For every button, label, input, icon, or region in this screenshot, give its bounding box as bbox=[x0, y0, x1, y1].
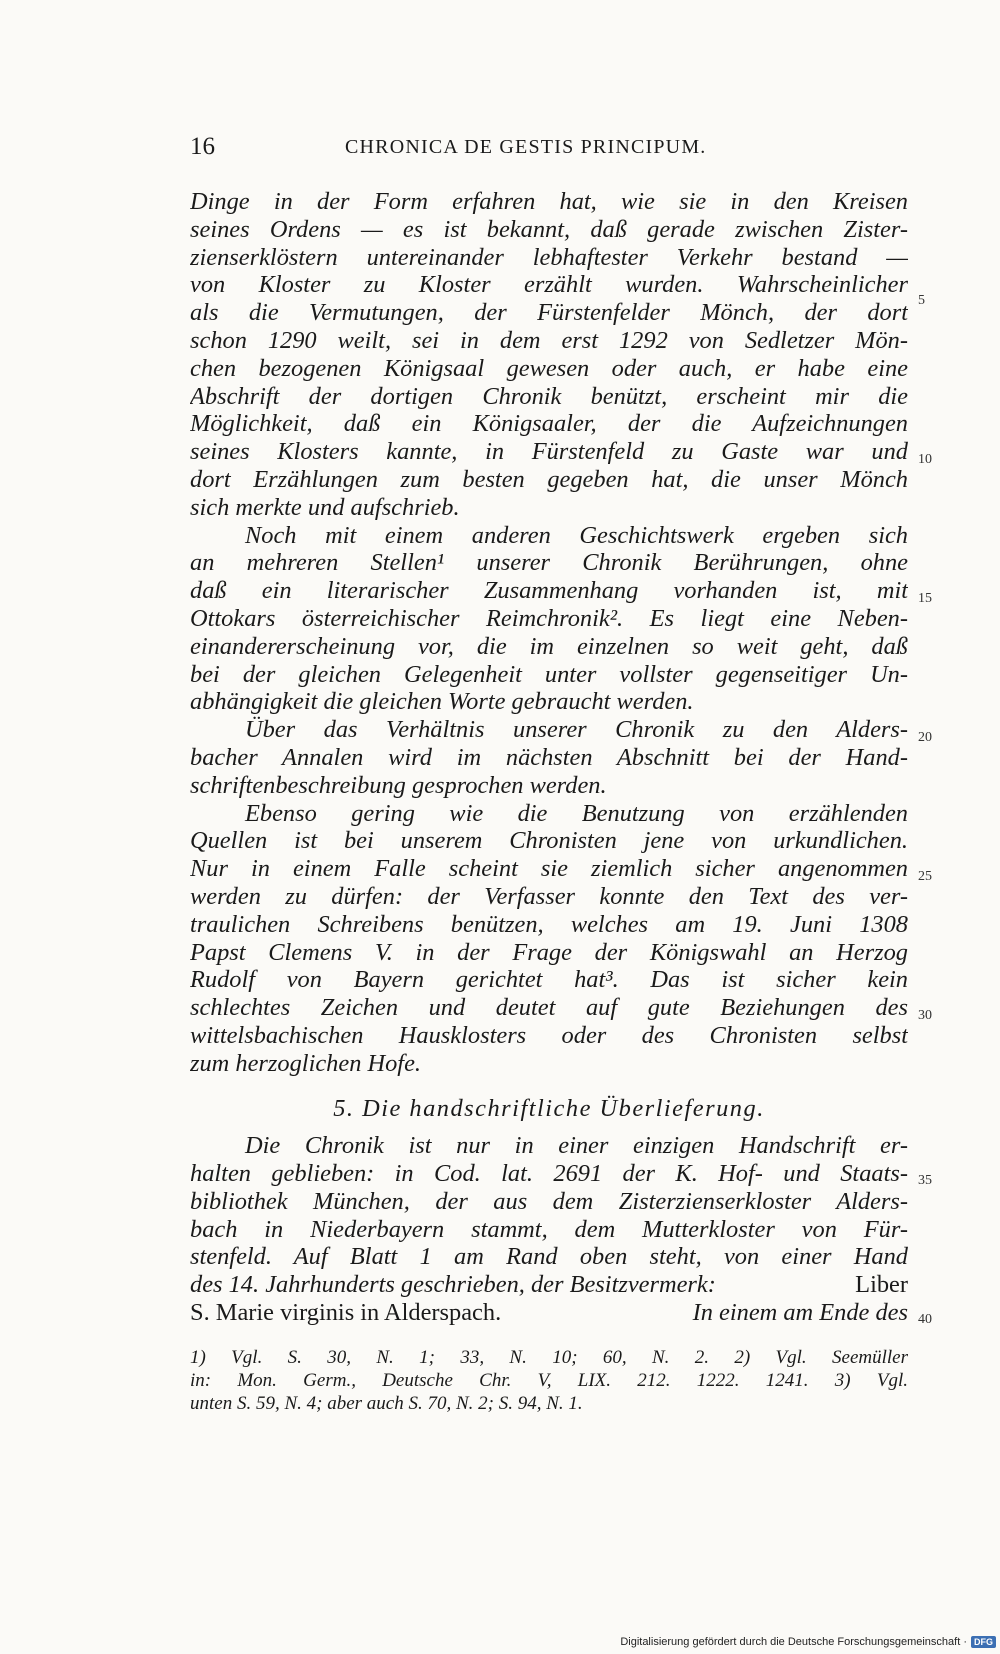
main-text bbox=[190, 188, 908, 1327]
footnote-line: 1) Vgl. S. 30, N. 1; 33, N. 10; 60, N. 2. 2) Vgl. Seemüller bbox=[190, 1347, 908, 1368]
text-line: schlechtes Zeichen und deutet auf gute Beziehungen des bbox=[190, 994, 908, 1022]
text-line: daß ein literarischer Zusammenhang vorhanden ist, mit bbox=[190, 577, 908, 605]
text-line: zum herzoglichen Hofe. bbox=[190, 1049, 421, 1077]
line-number: 15 bbox=[918, 591, 932, 606]
dfg-logo-icon: DFG bbox=[971, 1636, 996, 1648]
text-line: Dinge in der Form erfahren hat, wie sie in den Kreisen bbox=[190, 188, 908, 215]
text-line: von Kloster zu Kloster erzählt wurden. Wahrscheinlicher bbox=[190, 271, 908, 299]
footnote-line: unten S. 59, N. 4; aber auch S. 70, N. 2; S. 94, N. 1. bbox=[190, 1393, 583, 1414]
line-number: 10 bbox=[918, 452, 932, 467]
line-number: 40 bbox=[918, 1312, 932, 1327]
digitization-credit bbox=[620, 1636, 996, 1648]
text-line: bibliothek München, der aus dem Zisterzienserkloster Alders- bbox=[190, 1187, 908, 1215]
text-line: chen bezogenen Königsaal gewesen oder auch, er habe eine bbox=[190, 354, 908, 382]
section-heading: 5. Die handschriftliche Überlieferung. bbox=[333, 1094, 765, 1122]
text-line bbox=[190, 1299, 908, 1327]
text-line: bei der gleichen Gelegenheit unter vollster gegenseitiger Un- bbox=[190, 660, 908, 688]
line-number: 25 bbox=[918, 869, 932, 884]
text-line: wittelsbachischen Hausklosters oder des Chronisten selbst bbox=[190, 1021, 908, 1049]
line-number: 5 bbox=[918, 293, 925, 308]
text-line: Quellen ist bei unserem Chronisten jene von urkundlichen. bbox=[190, 827, 908, 855]
text-line: bach in Niederbayern stammt, dem Mutterkloster von Für- bbox=[190, 1215, 908, 1243]
text-line: Abschrift der dortigen Chronik benützt, erscheint mir die bbox=[190, 382, 908, 410]
text-line: als die Vermutungen, der Fürstenfelder Mönch, der dort bbox=[190, 299, 908, 327]
text-line: zienserklöstern untereinander lebhaftester Verkehr bestand — bbox=[190, 243, 908, 271]
text-line: sich merkte und aufschrieb. bbox=[190, 493, 460, 521]
text-line: schon 1290 weilt, sei in dem erst 1292 von Sedletzer Mön- bbox=[190, 326, 908, 354]
text-line: Ottokars österreichischer Reimchronik². Es liegt eine Neben- bbox=[190, 604, 908, 632]
line-number: 20 bbox=[918, 730, 932, 745]
text-line: Ebenso gering wie die Benutzung von erzählenden bbox=[245, 799, 908, 827]
footnote-line: in: Mon. Germ., Deutsche Chr. V, LIX. 212. 1222. 1241. 3) Vgl. bbox=[190, 1370, 908, 1391]
text-line: Nur in einem Falle scheint sie ziemlich sicher angenommen bbox=[190, 855, 908, 883]
line-number: 30 bbox=[918, 1008, 932, 1023]
text-line: Papst Clemens V. in der Frage der Königswahl an Herzog bbox=[190, 938, 908, 966]
text-segment: Liber bbox=[855, 1271, 908, 1299]
text-line: halten geblieben: in Cod. lat. 2691 der K. Hof- und Staats- bbox=[190, 1160, 908, 1188]
text-segment: des 14. Jahrhunderts geschrieben, der Besitzvermerk: bbox=[190, 1271, 716, 1299]
footnotes bbox=[190, 1346, 908, 1415]
text-line bbox=[190, 1271, 908, 1299]
page-number: 16 bbox=[190, 133, 215, 160]
text-line: seines Klosters kannte, in Fürstenfeld zu Gaste war und bbox=[190, 438, 908, 466]
text-line: Noch mit einem anderen Geschichtswerk ergeben sich bbox=[245, 521, 908, 549]
text-line: Über das Verhältnis unserer Chronik zu den Alders- bbox=[245, 716, 908, 744]
page-header bbox=[190, 133, 908, 173]
text-line: werden zu dürfen: der Verfasser konnte den Text des ver- bbox=[190, 882, 908, 910]
text-line: dort Erzählungen zum besten gegeben hat, die unser Mönch bbox=[190, 465, 908, 493]
running-title: CHRONICA DE GESTIS PRINCIPUM. bbox=[345, 136, 707, 158]
credit-text: Digitalisierung gefördert durch die Deutsche Forschungsgemeinschaft · bbox=[620, 1636, 967, 1648]
text-line: bacher Annalen wird im nächsten Abschnitt bei der Hand- bbox=[190, 743, 908, 771]
line-number: 35 bbox=[918, 1173, 932, 1188]
text-line: Rudolf von Bayern gerichtet hat³. Das ist sicher kein bbox=[190, 966, 908, 994]
text-line: traulichen Schreibens benützen, welches am 19. Juni 1308 bbox=[190, 910, 908, 938]
text-line: einandererscheinung vor, die im einzelnen so weit geht, daß bbox=[190, 632, 908, 660]
text-segment: S. Marie virginis in Alderspach. bbox=[190, 1299, 502, 1327]
text-line: Möglichkeit, daß ein Königsaaler, der die Aufzeichnungen bbox=[190, 410, 908, 438]
text-line: schriftenbeschreibung gesprochen werden. bbox=[190, 771, 607, 799]
text-line: an mehreren Stellen¹ unserer Chronik Berührungen, ohne bbox=[190, 549, 908, 577]
text-line: Die Chronik ist nur in einer einzigen Handschrift er- bbox=[245, 1132, 908, 1160]
text-line: abhängigkeit die gleichen Worte gebraucht werden. bbox=[190, 688, 694, 716]
text-line: stenfeld. Auf Blatt 1 am Rand oben steht, von einer Hand bbox=[190, 1243, 908, 1271]
text-segment: In einem am Ende des bbox=[692, 1299, 908, 1327]
text-line: seines Ordens — es ist bekannt, daß gerade zwischen Zister- bbox=[190, 215, 908, 243]
